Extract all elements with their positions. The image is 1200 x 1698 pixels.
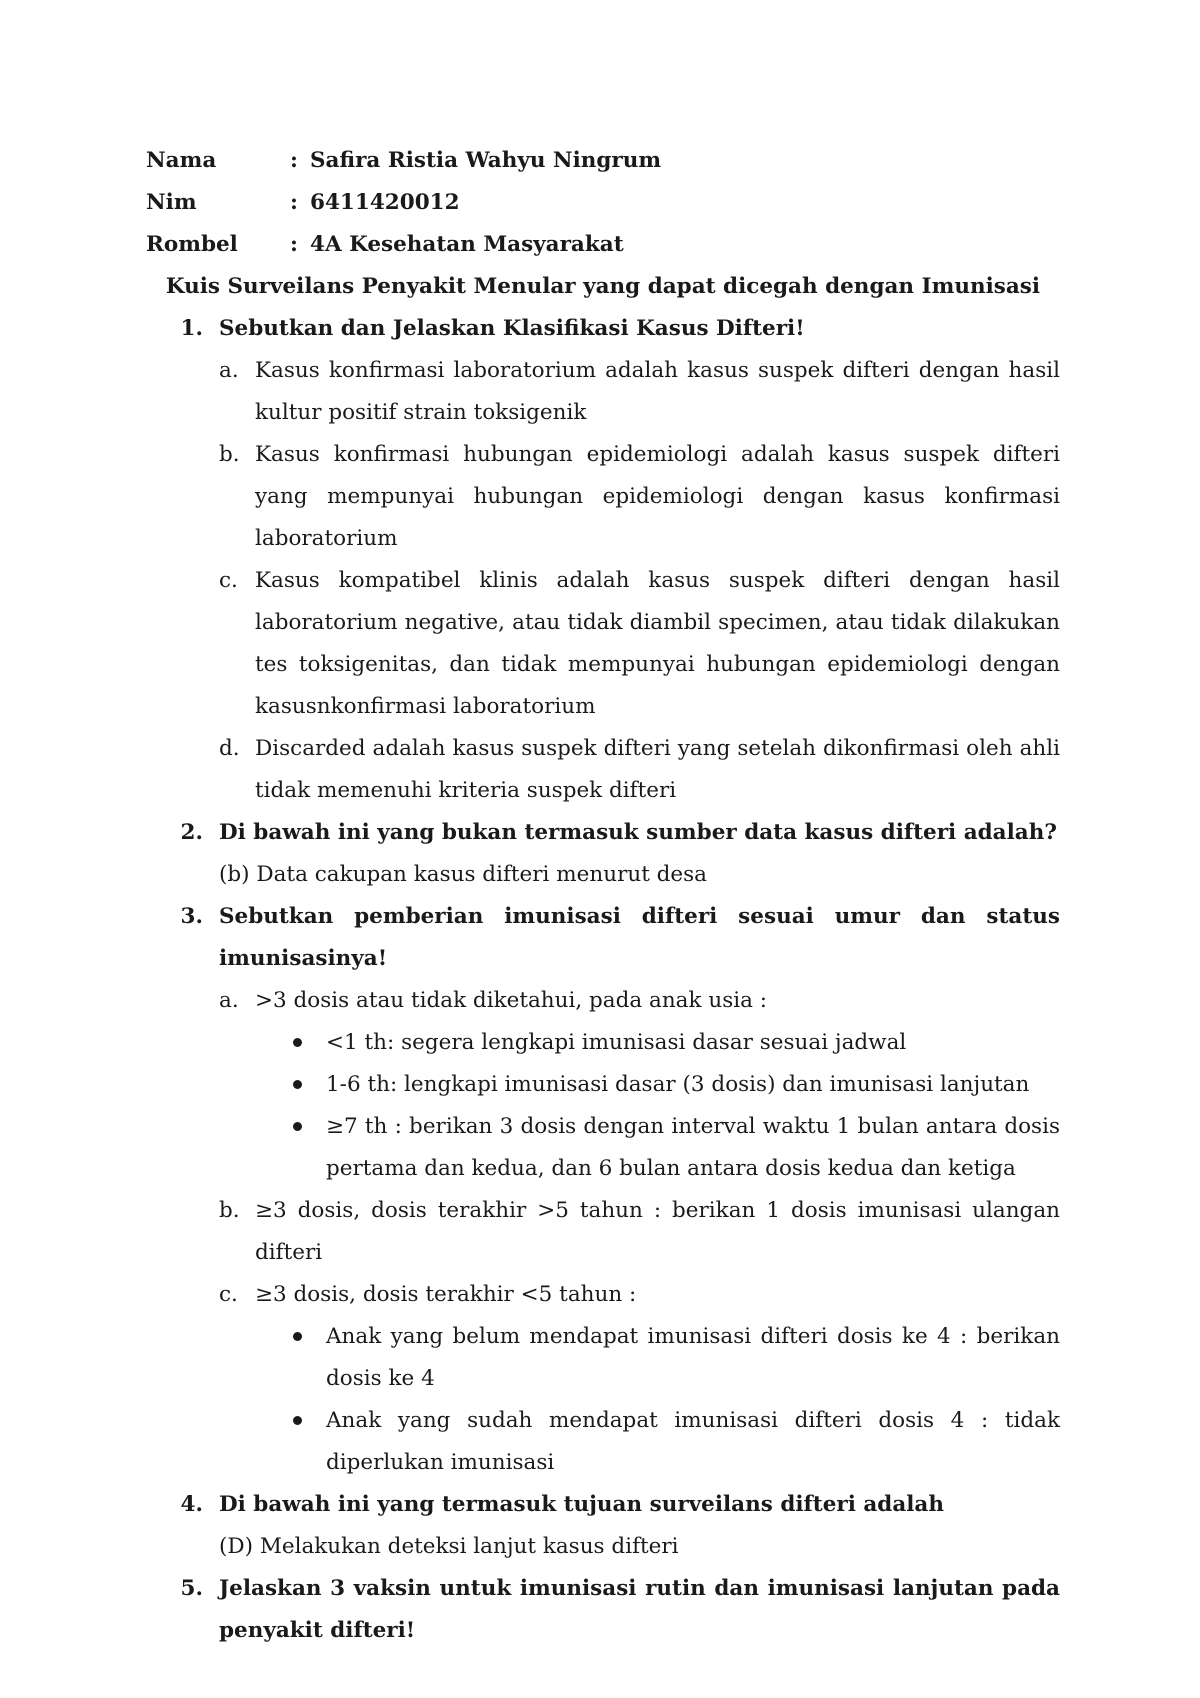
list-marker: c. <box>219 568 238 593</box>
list-marker: c. <box>219 1282 238 1307</box>
list-item <box>146 728 1060 812</box>
question-4 <box>146 1484 1060 1526</box>
question-5 <box>146 1568 1060 1652</box>
question-text: Sebutkan pemberian imunisasi difteri sesuai umur dan status imunisasinya! <box>219 904 1060 971</box>
list-marker: a. <box>219 358 239 383</box>
list-item-text: ≥3 dosis, dosis terakhir >5 tahun : berikan 1 dosis imunisasi ulangan difteri <box>255 1198 1060 1265</box>
list-item <box>146 560 1060 728</box>
bullet-text: ≥7 th : berikan 3 dosis dengan interval waktu 1 bulan antara dosis pertama dan kedua, dan 6 bulan antara dosis kedua dan ketiga <box>326 1114 1060 1181</box>
question-number: 4. <box>180 1492 203 1517</box>
list-item-text: Kasus konfirmasi laboratorium adalah kasus suspek difteri dengan hasil kultur positif strain toksigenik <box>255 358 1060 425</box>
bullet-item <box>146 1316 1060 1400</box>
question-number: 3. <box>180 904 203 929</box>
list-item <box>146 350 1060 434</box>
bullet-text: Anak yang belum mendapat imunisasi difteri dosis ke 4 : berikan dosis ke 4 <box>326 1324 1060 1391</box>
header-separator: : <box>290 148 298 173</box>
list-marker: b. <box>219 1198 240 1223</box>
header-row-nama <box>146 140 1060 182</box>
list-item <box>146 1274 1060 1316</box>
bullet-item <box>146 1400 1060 1484</box>
bullet-dot-icon <box>293 1122 302 1131</box>
header-value: 4A Kesehatan Masyarakat <box>310 232 624 257</box>
bullet-dot-icon <box>293 1080 302 1089</box>
list-marker: d. <box>219 736 240 761</box>
bullet-dot-icon <box>293 1038 302 1047</box>
question-text: Di bawah ini yang termasuk tujuan surveilans difteri adalah <box>219 1492 944 1517</box>
document-title: Kuis Surveilans Penyakit Menular yang dapat dicegah dengan Imunisasi <box>165 274 1041 299</box>
bullet-text: 1-6 th: lengkapi imunisasi dasar (3 dosis) dan imunisasi lanjutan <box>326 1072 1030 1097</box>
bullet-marker <box>146 1400 326 1484</box>
bullet-dot-icon <box>293 1332 302 1341</box>
list-item-text: >3 dosis atau tidak diketahui, pada anak usia : <box>255 988 768 1013</box>
header-separator: : <box>290 190 298 215</box>
question-1 <box>146 308 1060 350</box>
header-row-rombel <box>146 224 1060 266</box>
list-item-text: Kasus kompatibel klinis adalah kasus suspek difteri dengan hasil laboratorium negative, atau tidak diambil specimen, atau tidak dilakukan tes toksigenitas, dan tidak mempunyai hubungan epidemiologi dengan kasusnkonfirmasi laboratorium <box>255 568 1060 719</box>
question-3 <box>146 896 1060 980</box>
header-separator: : <box>290 232 298 257</box>
header-label: Nim <box>146 190 197 215</box>
header-value: Safira Ristia Wahyu Ningrum <box>310 148 662 173</box>
bullet-marker <box>146 1106 326 1190</box>
question-number: 2. <box>180 820 203 845</box>
bullet-marker <box>146 1022 326 1064</box>
header-value: 6411420012 <box>310 190 460 215</box>
question-number: 1. <box>180 316 203 341</box>
answer-text: (D) Melakukan deteksi lanjut kasus difteri <box>219 1534 679 1559</box>
list-item <box>146 1190 1060 1274</box>
bullet-text: <1 th: segera lengkapi imunisasi dasar sesuai jadwal <box>326 1030 907 1055</box>
list-item-text: Kasus konfirmasi hubungan epidemiologi adalah kasus suspek difteri yang mempunyai hubungan epidemiologi dengan kasus konfirmasi laboratorium <box>255 442 1060 551</box>
bullet-text: Anak yang sudah mendapat imunisasi difteri dosis 4 : tidak diperlukan imunisasi <box>326 1408 1060 1475</box>
bullet-marker <box>146 1316 326 1400</box>
bullet-item <box>146 1064 1060 1106</box>
list-marker: a. <box>219 988 239 1013</box>
header-label: Nama <box>146 148 217 173</box>
question-text: Di bawah ini yang bukan termasuk sumber data kasus difteri adalah? <box>219 820 1057 845</box>
list-item-text: Discarded adalah kasus suspek difteri yang setelah dikonfirmasi oleh ahli tidak memenuhi kriteria suspek difteri <box>255 736 1060 803</box>
question-2 <box>146 812 1060 854</box>
list-item-text: ≥3 dosis, dosis terakhir <5 tahun : <box>255 1282 637 1307</box>
list-item <box>146 434 1060 560</box>
question-number: 5. <box>180 1576 203 1601</box>
bullet-item <box>146 1106 1060 1190</box>
question-text: Sebutkan dan Jelaskan Klasifikasi Kasus Difteri! <box>219 316 805 341</box>
answer-text: (b) Data cakupan kasus difteri menurut desa <box>219 862 708 887</box>
header-label: Rombel <box>146 232 238 257</box>
list-marker: b. <box>219 442 240 467</box>
question-text: Jelaskan 3 vaksin untuk imunisasi rutin dan imunisasi lanjutan pada penyakit difteri! <box>219 1576 1060 1643</box>
header-row-nim <box>146 182 1060 224</box>
bullet-marker <box>146 1064 326 1106</box>
document-content <box>146 140 1060 1652</box>
bullet-dot-icon <box>293 1416 302 1425</box>
list-item <box>146 980 1060 1022</box>
bullet-item <box>146 1022 1060 1064</box>
